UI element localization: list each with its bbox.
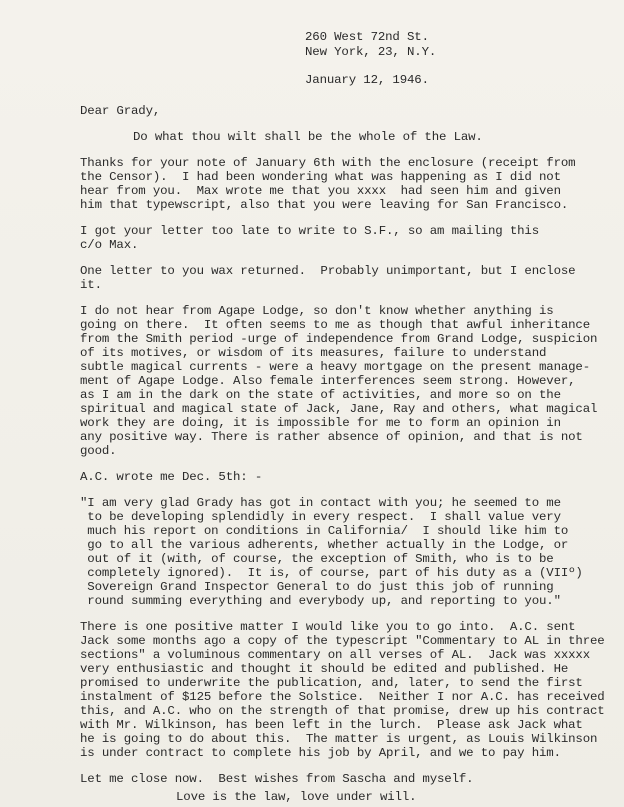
paragraph-line: c/o Max. [80,238,139,252]
opening-line: Do what thou wilt shall be the whole of the Law. [133,130,483,144]
paragraph-line: any positive way. There is rather absence of opinion, and that is not [80,430,583,444]
quote-line: go to all the various adherents, whether actually in the Lodge, or [80,538,569,552]
quote-line: Sovereign Grand Inspector General to do just this job of running [80,580,554,594]
paragraph-line: instalment of $125 before the Solstice. Neither I nor A.C. has received [80,690,605,704]
paragraph-line: ment of Agape Lodge. Also female interferences seem strong. However, [80,374,576,388]
paragraph-line: it. [80,278,102,292]
address-line-2: New York, 23, N.Y. [305,45,437,59]
paragraph-line: One letter to you wax returned. Probably unimportant, but I enclose [80,264,576,278]
letter-date: January 12, 1946. [305,73,429,87]
paragraph-line: There is one positive matter I would like you to go into. A.C. sent [80,620,576,634]
paragraph-line: he is going to do about this. The matter is urgent, as Louis Wilkinson [80,732,598,746]
quote-line: out of it (with, of course, the exception of Smith, who is to be [80,552,554,566]
paragraph-line: the Censor). I had been wondering what was happening as I did not [80,170,561,184]
quote-line: to be developing splendidly in every respect. I shall value very [80,510,561,524]
paragraph-line: of its motives, or wisdom of its measures, failure to understand [80,346,547,360]
paragraph-line: sections" a voluminous commentary on all verses of AL. Jack was xxxxx [80,648,590,662]
closing-line: Love is the law, love under will. [176,790,417,804]
paragraph-line: with Mr. Wilkinson, has been left in the lurch. Please ask Jack what [80,718,583,732]
paragraph-line: is under contract to complete his job by April, and we to pay him. [80,746,561,760]
paragraph-line: subtle magical currents - were a heavy mortgage on the present manage- [80,360,590,374]
paragraph-line: Let me close now. Best wishes from Sascha and myself. [80,772,474,786]
paragraph-line: promised to underwrite the publication, and, later, to send the first [80,676,583,690]
paragraph-line: spiritual and magical state of Jack, Jane, Ray and others, what magical [80,402,598,416]
quote-line: completely ignored). It is, of course, part of his duty as a (VIIº) [80,566,583,580]
paragraph-line: A.C. wrote me Dec. 5th: - [80,470,263,484]
paragraph-line: him that typewscript, also that you were leaving for San Francisco. [80,198,569,212]
paragraph-line: I do not hear from Agape Lodge, so don't know whether anything is [80,304,554,318]
address-line-1: 260 West 72nd St. [305,30,429,44]
quote-line: "I am very glad Grady has got in contact with you; he seemed to me [80,496,561,510]
quote-line: round summing everything and everybody up, and reporting to you." [80,594,561,608]
paragraph-line: Jack some months ago a copy of the typescript "Commentary to AL in three [80,634,605,648]
paragraph-line: very enthusiastic and thought it should be edited and published. He [80,662,569,676]
paragraph-line: as I am in the dark on the state of activities, and more so on the [80,388,561,402]
paragraph-line: going on there. It often seems to me as though that awful inheritance [80,318,590,332]
paragraph-line: good. [80,444,117,458]
salutation: Dear Grady, [80,104,161,118]
paragraph-line: this, and A.C. who on the strength of that promise, drew up his contract [80,704,605,718]
paragraph-line: hear from you. Max wrote me that you xxxx had seen him and given [80,184,561,198]
quote-line: much his report on conditions in California/ I should like him to [80,524,569,538]
paragraph-line: Thanks for your note of January 6th with the enclosure (receipt from [80,156,576,170]
page-stain [586,6,616,24]
paragraph-line: from the Smith period -urge of independence from Grand Lodge, suspicion [80,332,598,346]
paragraph-line: I got your letter too late to write to S.F., so am mailing this [80,224,539,238]
paragraph-line: work they are doing, it is impossible for me to form an opinion in [80,416,561,430]
